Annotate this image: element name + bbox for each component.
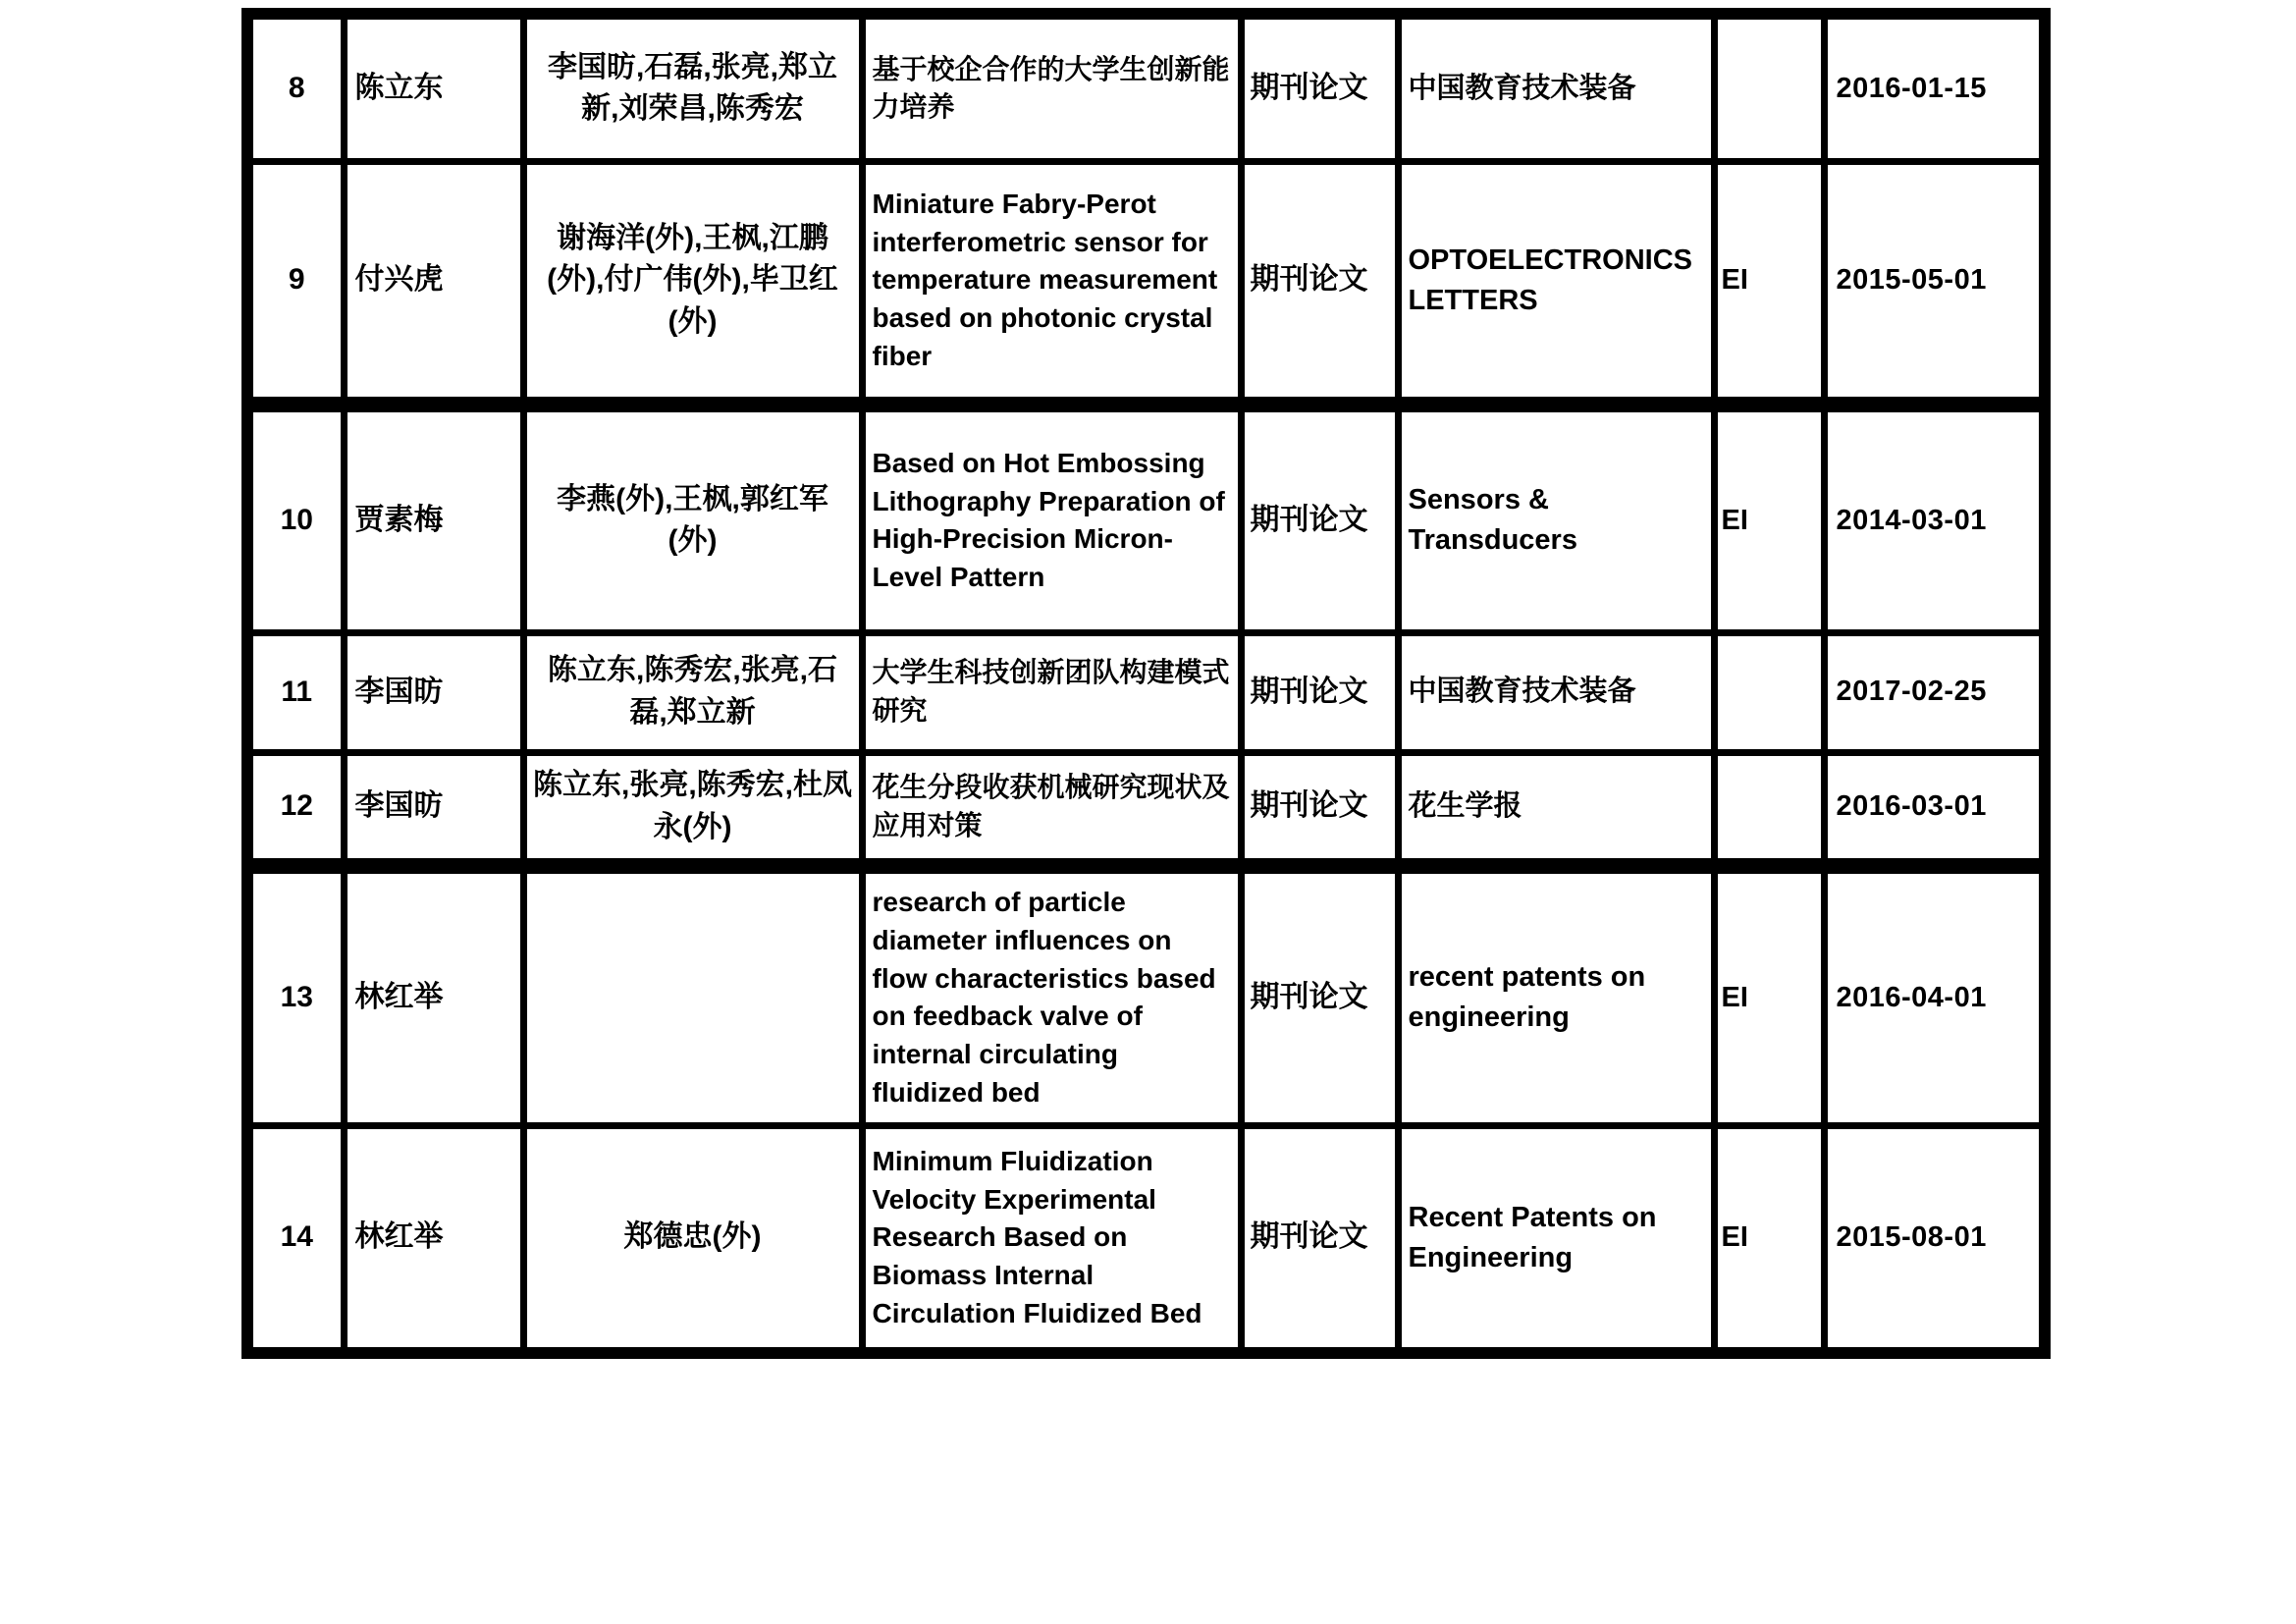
cell-journal: 中国教育技术装备	[1398, 632, 1714, 752]
cell-index-flag: EI	[1714, 161, 1824, 405]
cell-first-author: 林红举	[344, 866, 523, 1125]
cell-row-number: 11	[247, 632, 344, 752]
cell-row-number: 12	[247, 752, 344, 866]
cell-first-author: 林红举	[344, 1125, 523, 1353]
cell-paper-type: 期刊论文	[1241, 866, 1398, 1125]
cell-paper-type: 期刊论文	[1241, 1125, 1398, 1353]
cell-paper-title: 大学生科技创新团队构建模式研究	[862, 632, 1241, 752]
table-body	[247, 14, 2045, 1353]
cell-publish-date: 2017-02-25	[1824, 632, 2045, 752]
cell-coauthors: 李国昉,石磊,张亮,郑立新,刘荣昌,陈秀宏	[523, 14, 862, 161]
cell-paper-title: Miniature Fabry-Perot interferometric sensor for temperature measurement based on photonic crystal fiber	[862, 161, 1241, 405]
cell-paper-title: 花生分段收获机械研究现状及应用对策	[862, 752, 1241, 866]
cell-index-flag	[1714, 632, 1824, 752]
cell-publish-date: 2014-03-01	[1824, 405, 2045, 632]
table-row	[247, 1125, 2045, 1353]
cell-coauthors: 陈立东,张亮,陈秀宏,杜凤永(外)	[523, 752, 862, 866]
cell-paper-type: 期刊论文	[1241, 632, 1398, 752]
cell-index-flag: EI	[1714, 405, 1824, 632]
cell-coauthors: 李燕(外),王枫,郭红军(外)	[523, 405, 862, 632]
cell-paper-type: 期刊论文	[1241, 14, 1398, 161]
cell-index-flag: EI	[1714, 866, 1824, 1125]
cell-first-author: 李国昉	[344, 632, 523, 752]
table-row	[247, 866, 2045, 1125]
table-row	[247, 752, 2045, 866]
cell-journal: 花生学报	[1398, 752, 1714, 866]
cell-row-number: 10	[247, 405, 344, 632]
cell-paper-title: 基于校企合作的大学生创新能力培养	[862, 14, 1241, 161]
cell-publish-date: 2016-01-15	[1824, 14, 2045, 161]
cell-index-flag: EI	[1714, 1125, 1824, 1353]
cell-first-author: 付兴虎	[344, 161, 523, 405]
table-row	[247, 161, 2045, 405]
cell-coauthors: 谢海洋(外),王枫,江鹏(外),付广伟(外),毕卫红(外)	[523, 161, 862, 405]
cell-paper-title: Minimum Fluidization Velocity Experimental Research Based on Biomass Internal Circulation Fluidized Bed	[862, 1125, 1241, 1353]
cell-paper-title: research of particle diameter influences on flow characteristics based on feedback valve of internal circulating fluidized bed	[862, 866, 1241, 1125]
cell-coauthors: 陈立东,陈秀宏,张亮,石磊,郑立新	[523, 632, 862, 752]
cell-paper-type: 期刊论文	[1241, 161, 1398, 405]
cell-journal: recent patents on engineering	[1398, 866, 1714, 1125]
cell-row-number: 13	[247, 866, 344, 1125]
cell-paper-title: Based on Hot Embossing Lithography Preparation of High-Precision Micron-Level Pattern	[862, 405, 1241, 632]
table-row	[247, 632, 2045, 752]
cell-publish-date: 2016-03-01	[1824, 752, 2045, 866]
cell-publish-date: 2015-08-01	[1824, 1125, 2045, 1353]
cell-row-number: 9	[247, 161, 344, 405]
cell-row-number: 8	[247, 14, 344, 161]
cell-index-flag	[1714, 752, 1824, 866]
cell-paper-type: 期刊论文	[1241, 752, 1398, 866]
cell-first-author: 李国昉	[344, 752, 523, 866]
cell-journal: Recent Patents on Engineering	[1398, 1125, 1714, 1353]
cell-journal: OPTOELECTRONICS LETTERS	[1398, 161, 1714, 405]
cell-paper-type: 期刊论文	[1241, 405, 1398, 632]
cell-first-author: 贾素梅	[344, 405, 523, 632]
cell-first-author: 陈立东	[344, 14, 523, 161]
cell-journal: 中国教育技术装备	[1398, 14, 1714, 161]
cell-journal: Sensors & Transducers	[1398, 405, 1714, 632]
cell-row-number: 14	[247, 1125, 344, 1353]
cell-publish-date: 2016-04-01	[1824, 866, 2045, 1125]
cell-publish-date: 2015-05-01	[1824, 161, 2045, 405]
table-row	[247, 405, 2045, 632]
cell-coauthors: 郑德忠(外)	[523, 1125, 862, 1353]
publications-table	[241, 8, 2051, 1359]
cell-coauthors	[523, 866, 862, 1125]
table-row	[247, 14, 2045, 161]
cell-index-flag	[1714, 14, 1824, 161]
